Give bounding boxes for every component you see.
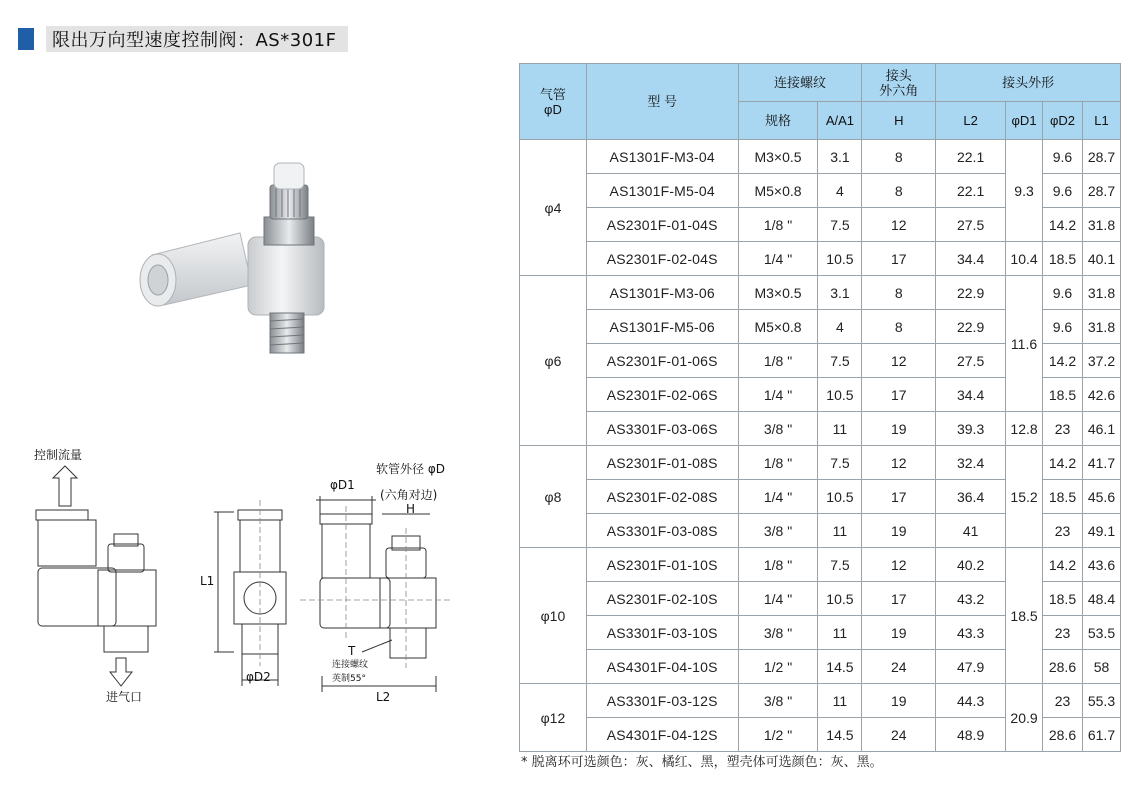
cell-a: 4 xyxy=(818,310,862,344)
cell-h: 17 xyxy=(862,582,936,616)
col-hex: 接头 外六角 xyxy=(862,64,936,102)
cell-h: 19 xyxy=(862,684,936,718)
col-d1: φD1 xyxy=(1006,102,1043,140)
label-t: T xyxy=(348,644,356,658)
cell-l1: 31.8 xyxy=(1082,208,1120,242)
spec-table-body xyxy=(520,140,1121,752)
col-l1: L1 xyxy=(1082,102,1120,140)
cell-model: AS2301F-02-06S xyxy=(586,378,738,412)
cell-a: 11 xyxy=(818,412,862,446)
cell-h: 19 xyxy=(862,616,936,650)
cell-l2: 34.4 xyxy=(936,242,1006,276)
col-l2: L2 xyxy=(936,102,1006,140)
cell-l2: 43.3 xyxy=(936,616,1006,650)
cell-model: AS4301F-04-12S xyxy=(586,718,738,752)
cell-a: 14.5 xyxy=(818,718,862,752)
cell-spec: 1/2 " xyxy=(738,650,818,684)
cell-h: 19 xyxy=(862,514,936,548)
cell-spec: M5×0.8 xyxy=(738,174,818,208)
cell-d2: 9.6 xyxy=(1043,310,1083,344)
spec-table xyxy=(519,63,1121,752)
cell-l1: 41.7 xyxy=(1082,446,1120,480)
cell-tube: φ6 xyxy=(520,276,587,446)
cell-a: 10.5 xyxy=(818,378,862,412)
cell-h: 12 xyxy=(862,446,936,480)
cell-a: 10.5 xyxy=(818,582,862,616)
cell-tube: φ12 xyxy=(520,684,587,752)
cell-spec: 1/2 " xyxy=(738,718,818,752)
cell-l1: 48.4 xyxy=(1082,582,1120,616)
cell-d2: 23 xyxy=(1043,412,1083,446)
page-title: 限出万向型速度控制阀：AS*301F xyxy=(46,26,348,52)
cell-a: 14.5 xyxy=(818,650,862,684)
cell-a: 4 xyxy=(818,174,862,208)
cell-spec: M3×0.5 xyxy=(738,276,818,310)
cell-l1: 53.5 xyxy=(1082,616,1120,650)
table-row xyxy=(520,242,1121,276)
cell-l2: 22.1 xyxy=(936,140,1006,174)
cell-d2: 9.6 xyxy=(1043,174,1083,208)
table-row xyxy=(520,276,1121,310)
cell-model: AS1301F-M5-06 xyxy=(586,310,738,344)
table-row xyxy=(520,412,1121,446)
cell-l2: 40.2 xyxy=(936,548,1006,582)
cell-model: AS1301F-M3-06 xyxy=(586,276,738,310)
cell-model: AS2301F-01-06S xyxy=(586,344,738,378)
cell-spec: 3/8 " xyxy=(738,412,818,446)
cell-model: AS3301F-03-12S xyxy=(586,684,738,718)
cell-a: 10.5 xyxy=(818,242,862,276)
cell-h: 12 xyxy=(862,344,936,378)
cell-d1: 18.5 xyxy=(1006,548,1043,684)
label-thread-std: 英制55° xyxy=(332,674,366,684)
cell-l2: 27.5 xyxy=(936,208,1006,242)
cell-a: 10.5 xyxy=(818,480,862,514)
footnote: * 脱离环可选颜色：灰、橘红、黑，塑壳体可选颜色：灰、黑。 xyxy=(521,755,883,770)
cell-a: 11 xyxy=(818,616,862,650)
cell-l2: 43.2 xyxy=(936,582,1006,616)
cell-model: AS3301F-03-06S xyxy=(586,412,738,446)
cell-l2: 48.9 xyxy=(936,718,1006,752)
cell-d2: 14.2 xyxy=(1043,208,1083,242)
cell-d2: 23 xyxy=(1043,514,1083,548)
cell-l1: 28.7 xyxy=(1082,174,1120,208)
col-model: 型 号 xyxy=(586,64,738,140)
cell-d1: 11.6 xyxy=(1006,276,1043,412)
cell-l2: 39.3 xyxy=(936,412,1006,446)
label-flow-control: 控制流量 xyxy=(34,448,83,462)
cell-l2: 36.4 xyxy=(936,480,1006,514)
cell-l2: 41 xyxy=(936,514,1006,548)
cell-model: AS2301F-01-10S xyxy=(586,548,738,582)
cell-h: 17 xyxy=(862,378,936,412)
col-spec: 规格 xyxy=(738,102,818,140)
cell-spec: 1/4 " xyxy=(738,242,818,276)
cell-d2: 9.6 xyxy=(1043,276,1083,310)
cell-a: 7.5 xyxy=(818,208,862,242)
cell-l2: 44.3 xyxy=(936,684,1006,718)
cell-a: 3.1 xyxy=(818,276,862,310)
table-row xyxy=(520,548,1121,582)
cell-tube: φ4 xyxy=(520,140,587,276)
cell-l1: 37.2 xyxy=(1082,344,1120,378)
col-tube: 气管 φD xyxy=(520,64,587,140)
cell-d2: 9.6 xyxy=(1043,140,1083,174)
cell-spec: 3/8 " xyxy=(738,684,818,718)
col-thread: 连接螺纹 xyxy=(738,64,862,102)
cell-spec: M5×0.8 xyxy=(738,310,818,344)
cell-model: AS2301F-01-04S xyxy=(586,208,738,242)
cell-d2: 18.5 xyxy=(1043,582,1083,616)
label-hex-across: (六角对边) xyxy=(380,488,438,502)
cell-l2: 22.1 xyxy=(936,174,1006,208)
cell-model: AS2301F-02-10S xyxy=(586,582,738,616)
label-h: H xyxy=(406,502,416,516)
cell-l1: 42.6 xyxy=(1082,378,1120,412)
cell-d1: 12.8 xyxy=(1006,412,1043,446)
cell-model: AS1301F-M3-04 xyxy=(586,140,738,174)
cell-a: 7.5 xyxy=(818,344,862,378)
cell-h: 8 xyxy=(862,174,936,208)
cell-d2: 18.5 xyxy=(1043,378,1083,412)
cell-h: 19 xyxy=(862,412,936,446)
cell-l2: 22.9 xyxy=(936,276,1006,310)
label-air-in: 进气口 xyxy=(106,690,143,704)
label-l1: L1 xyxy=(200,574,215,588)
cell-a: 7.5 xyxy=(818,548,862,582)
cell-model: AS3301F-03-10S xyxy=(586,616,738,650)
cell-a: 11 xyxy=(818,514,862,548)
cell-l1: 43.6 xyxy=(1082,548,1120,582)
col-dims: 接头外形 xyxy=(936,64,1121,102)
cell-l2: 47.9 xyxy=(936,650,1006,684)
cell-l1: 45.6 xyxy=(1082,480,1120,514)
cell-l2: 32.4 xyxy=(936,446,1006,480)
cell-model: AS3301F-03-08S xyxy=(586,514,738,548)
page-header xyxy=(18,26,348,52)
cell-spec: 1/4 " xyxy=(738,480,818,514)
col-h: H xyxy=(862,102,936,140)
cell-d2: 28.6 xyxy=(1043,650,1083,684)
cell-h: 24 xyxy=(862,718,936,752)
product-photo xyxy=(130,155,380,375)
cell-tube: φ8 xyxy=(520,446,587,548)
cell-model: AS2301F-01-08S xyxy=(586,446,738,480)
cell-h: 17 xyxy=(862,480,936,514)
cell-l1: 61.7 xyxy=(1082,718,1120,752)
cell-model: AS2301F-02-08S xyxy=(586,480,738,514)
cell-h: 8 xyxy=(862,310,936,344)
cell-spec: 3/8 " xyxy=(738,514,818,548)
cell-l1: 31.8 xyxy=(1082,276,1120,310)
cell-d2: 23 xyxy=(1043,616,1083,650)
label-d1: φD1 xyxy=(330,478,355,492)
cell-d2: 18.5 xyxy=(1043,480,1083,514)
table-row xyxy=(520,446,1121,480)
cell-l2: 27.5 xyxy=(936,344,1006,378)
cell-d2: 14.2 xyxy=(1043,446,1083,480)
cell-d1: 9.3 xyxy=(1006,140,1043,242)
cell-d2: 14.2 xyxy=(1043,548,1083,582)
cell-d2: 14.2 xyxy=(1043,344,1083,378)
cell-h: 12 xyxy=(862,208,936,242)
cell-h: 8 xyxy=(862,276,936,310)
label-l2: L2 xyxy=(376,690,391,704)
cell-d2: 23 xyxy=(1043,684,1083,718)
label-thread: 连接螺纹 xyxy=(332,660,369,670)
cell-d1: 10.4 xyxy=(1006,242,1043,276)
cell-h: 24 xyxy=(862,650,936,684)
cell-tube: φ10 xyxy=(520,548,587,684)
cell-spec: 1/8 " xyxy=(738,548,818,582)
cell-spec: 1/4 " xyxy=(738,378,818,412)
cell-spec: 1/8 " xyxy=(738,344,818,378)
cell-spec: 3/8 " xyxy=(738,616,818,650)
cell-l1: 28.7 xyxy=(1082,140,1120,174)
cell-a: 3.1 xyxy=(818,140,862,174)
header-accent-mark xyxy=(18,28,34,50)
cell-l1: 31.8 xyxy=(1082,310,1120,344)
cell-model: AS2301F-02-04S xyxy=(586,242,738,276)
cell-a: 7.5 xyxy=(818,446,862,480)
cell-d2: 18.5 xyxy=(1043,242,1083,276)
cell-l1: 58 xyxy=(1082,650,1120,684)
cell-a: 11 xyxy=(818,684,862,718)
label-tube-od: 软管外径 φD xyxy=(376,462,445,476)
cell-d1: 15.2 xyxy=(1006,446,1043,548)
cell-h: 12 xyxy=(862,548,936,582)
technical-drawing xyxy=(20,440,480,720)
col-d2: φD2 xyxy=(1043,102,1083,140)
cell-spec: 1/4 " xyxy=(738,582,818,616)
cell-d1: 20.9 xyxy=(1006,684,1043,752)
cell-model: AS4301F-04-10S xyxy=(586,650,738,684)
table-row xyxy=(520,140,1121,174)
cell-l1: 46.1 xyxy=(1082,412,1120,446)
cell-spec: 1/8 " xyxy=(738,446,818,480)
cell-spec: M3×0.5 xyxy=(738,140,818,174)
cell-l1: 49.1 xyxy=(1082,514,1120,548)
cell-d2: 28.6 xyxy=(1043,718,1083,752)
cell-l1: 55.3 xyxy=(1082,684,1120,718)
cell-model: AS1301F-M5-04 xyxy=(586,174,738,208)
cell-l2: 22.9 xyxy=(936,310,1006,344)
table-row xyxy=(520,684,1121,718)
cell-h: 17 xyxy=(862,242,936,276)
cell-h: 8 xyxy=(862,140,936,174)
col-a: A/A1 xyxy=(818,102,862,140)
cell-l1: 40.1 xyxy=(1082,242,1120,276)
cell-l2: 34.4 xyxy=(936,378,1006,412)
label-d2: φD2 xyxy=(246,670,271,684)
cell-spec: 1/8 " xyxy=(738,208,818,242)
